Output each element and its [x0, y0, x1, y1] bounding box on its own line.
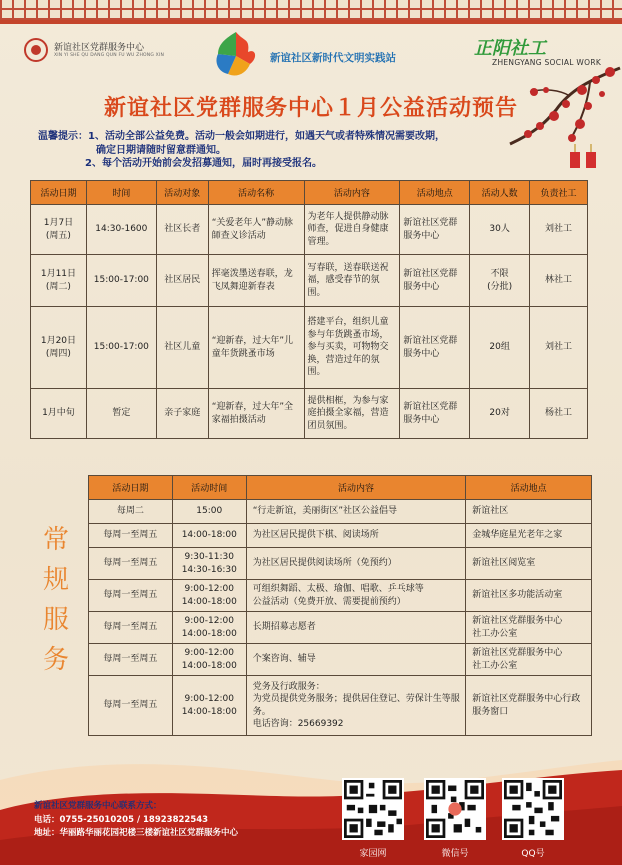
- table-row: [89, 500, 592, 524]
- side-title-char: 服: [42, 605, 69, 635]
- qr-label-qq: QQ号: [521, 849, 545, 859]
- table-row: [89, 644, 592, 676]
- col-header: 活动对象: [156, 181, 208, 205]
- cell-date: 1月7日 (周五): [31, 205, 87, 255]
- cell-time: 9:00-12:00 14:00-18:00: [172, 644, 246, 676]
- cell-staff: 刘社工: [530, 307, 588, 389]
- cell-date: 每周一至周五: [89, 612, 173, 644]
- side-title-char: 规: [42, 565, 69, 595]
- cell-staff: 林社工: [530, 255, 588, 307]
- cell-date: 每周一至周五: [89, 676, 173, 736]
- cell-target: 亲子家庭: [156, 389, 208, 439]
- col-header: 活动时间: [172, 476, 246, 500]
- col-header: 活动地点: [466, 476, 592, 500]
- page-title: 新谊社区党群服务中心１月公益活动预告: [103, 96, 518, 121]
- cell-content: 提供相框，为参与家庭拍摄全家福，营造团员氛围。: [304, 389, 400, 439]
- cell-date: 1月11日 (周二): [31, 255, 87, 307]
- warm-tips: [38, 130, 598, 171]
- cell-location: 新谊社区党群服务中心: [400, 255, 470, 307]
- cell-location: 金城华庭星光老年之家: [466, 524, 592, 548]
- table-row: [31, 307, 588, 389]
- tips-line-1: 温馨提示：1、活动全部公益免费。活动一般会如期进行，如遇天气或者特殊情况需要改期，: [38, 131, 445, 142]
- cell-target: 社区儿童: [156, 307, 208, 389]
- cell-date: 每周一至周五: [89, 524, 173, 548]
- contact-address: 地址：华丽路华丽花园祀楼三楼新谊社区党群服务中心: [34, 828, 239, 838]
- qr-code-qq: [502, 778, 564, 840]
- cell-people: 20组: [470, 307, 530, 389]
- cell-time: 9:00-12:00 14:00-18:00: [172, 612, 246, 644]
- civilization-flame-icon: [206, 28, 266, 84]
- col-header: 负责社工: [530, 181, 588, 205]
- qr-code-icon: [504, 780, 562, 838]
- table-row: [31, 255, 588, 307]
- activity-table-header: [31, 181, 588, 205]
- top-pattern-border: [0, 0, 622, 20]
- table-row: [89, 524, 592, 548]
- party-emblem-icon: [24, 38, 48, 62]
- tips-line-3: 2、每个活动开始前会发招募通知，届时再接受报名。: [85, 158, 322, 169]
- cell-people: 30人: [470, 205, 530, 255]
- cell-staff: 刘社工: [530, 205, 588, 255]
- qr-label-wechat: 微信号: [441, 849, 469, 859]
- right-logo-small: ZHENGYANG SOCIAL WORK: [492, 58, 602, 67]
- cell-time: 9:00-12:00 14:00-18:00: [172, 580, 246, 612]
- cell-location: 新谊社区阅览室: [466, 548, 592, 580]
- cell-date: 1月中旬: [31, 389, 87, 439]
- cell-time: 9:30-11:30 14:30-16:30: [172, 548, 246, 580]
- col-header: 活动日期: [31, 181, 87, 205]
- table-row: [89, 612, 592, 644]
- cell-content: 可组织舞蹈、太极、瑜伽、唱歌、乒乓球等 公益活动（免费开放、需要提前预约）: [246, 580, 466, 612]
- qr-code-wechat: [424, 778, 486, 840]
- cell-date: 每周二: [89, 500, 173, 524]
- cell-time: 14:00-18:00: [172, 524, 246, 548]
- contact-heading: 新谊社区党群服务中心联系方式：: [34, 801, 162, 811]
- col-header: 时间: [86, 181, 156, 205]
- regular-services-title: [36, 520, 76, 680]
- table-row: [89, 580, 592, 612]
- qr-label-homepage: 家园网: [359, 849, 387, 859]
- cell-name: “迎新春，过大年”儿童年货跳蚤市场: [208, 307, 304, 389]
- table-row: [31, 389, 588, 439]
- cell-content: “行走新谊，美丽街区”社区公益倡导: [246, 500, 466, 524]
- cell-target: 社区长者: [156, 205, 208, 255]
- cell-target: 社区居民: [156, 255, 208, 307]
- party-service-logo: [24, 36, 204, 70]
- cell-time: 14:30-1600: [86, 205, 156, 255]
- contact-info: [34, 800, 238, 841]
- col-header: 活动地点: [400, 181, 470, 205]
- middle-logo-text: 新谊社区新时代文明实践站: [270, 52, 396, 64]
- cell-name: “迎新春，过大年”全家福拍摄活动: [208, 389, 304, 439]
- cell-content: 为社区居民提供阅读场所（免预约）: [246, 548, 466, 580]
- col-header: 活动名称: [208, 181, 304, 205]
- left-logo-name: 新谊社区党群服务中心: [54, 43, 145, 53]
- right-logo-big: 正阳社工: [474, 38, 546, 59]
- cell-content: 个案咨询、辅导: [246, 644, 466, 676]
- cell-date: 每周一至周五: [89, 548, 173, 580]
- cell-location: 新谊社区多功能活动室: [466, 580, 592, 612]
- left-logo-sub: XIN YI SHE QU DANG QUN FU WU ZHONG XIN: [54, 53, 165, 58]
- civilization-station-logo: [206, 28, 426, 88]
- cell-location: 新谊社区: [466, 500, 592, 524]
- cell-content: 写春联，送春联送祝福，感受春节的氛围。: [304, 255, 400, 307]
- cell-location: 新谊社区党群服务中心: [400, 205, 470, 255]
- cell-time: 15:00-17:00: [86, 255, 156, 307]
- cell-content: 为社区居民提供下棋、阅读场所: [246, 524, 466, 548]
- cell-time: 15:00-17:00: [86, 307, 156, 389]
- cell-name: “关爱老年人”静动脉師查义诊活动: [208, 205, 304, 255]
- cell-content: 搭建平台，组织儿童参与年货跳蚤市场，参与买卖，可物物交换，营造过年的氛围。: [304, 307, 400, 389]
- cell-staff: 杨社工: [530, 389, 588, 439]
- cell-time: 暂定: [86, 389, 156, 439]
- top-red-stripe: [0, 20, 622, 24]
- col-header: 活动日期: [89, 476, 173, 500]
- cell-name: 挥毫泼墨送春联，龙飞凤舞迎新春表: [208, 255, 304, 307]
- regular-table-header: [89, 476, 592, 500]
- cell-location: 新谊社区党群服务中心 社工办公室: [466, 612, 592, 644]
- table-row: [89, 548, 592, 580]
- table-row: [89, 676, 592, 736]
- table-row: [31, 205, 588, 255]
- cell-content: 长期招募志愿者: [246, 612, 466, 644]
- contact-phone: 电话：0755-25010205 / 18923822543: [34, 814, 209, 825]
- cell-location: 新谊社区党群服务中心: [400, 389, 470, 439]
- cell-time: 15:00: [172, 500, 246, 524]
- col-header: 活动人数: [470, 181, 530, 205]
- col-header: 活动内容: [246, 476, 466, 500]
- qr-code-homepage: [342, 778, 404, 840]
- cell-content: 党务及行政服务： 为党员提供党务服务；提供居住登记、劳保计生等服务。 电话咨询：25669392: [246, 676, 466, 736]
- cell-location: 新谊社区党群服务中心行政服务窗口: [466, 676, 592, 736]
- cell-time: 9:00-12:00 14:00-18:00: [172, 676, 246, 736]
- side-title-char: 务: [42, 645, 69, 675]
- activity-table: [30, 180, 588, 439]
- qr-code-icon: [426, 780, 484, 838]
- side-title-char: 常: [42, 525, 69, 555]
- cell-people: 20对: [470, 389, 530, 439]
- tips-line-2: 确定日期请随时留意群通知。: [96, 144, 226, 156]
- cell-people: 不限 (分批): [470, 255, 530, 307]
- cell-location: 新谊社区党群服务中心: [400, 307, 470, 389]
- regular-services-table: [88, 475, 592, 736]
- qr-code-icon: [344, 780, 402, 838]
- cell-date: 每周一至周五: [89, 644, 173, 676]
- cell-content: 为老年人提供静动脉师查，促进自身健康管理。: [304, 205, 400, 255]
- cell-date: 1月20日 (周四): [31, 307, 87, 389]
- cell-date: 每周一至周五: [89, 580, 173, 612]
- cell-location: 新谊社区党群服务中心 社工办公室: [466, 644, 592, 676]
- col-header: 活动内容: [304, 181, 400, 205]
